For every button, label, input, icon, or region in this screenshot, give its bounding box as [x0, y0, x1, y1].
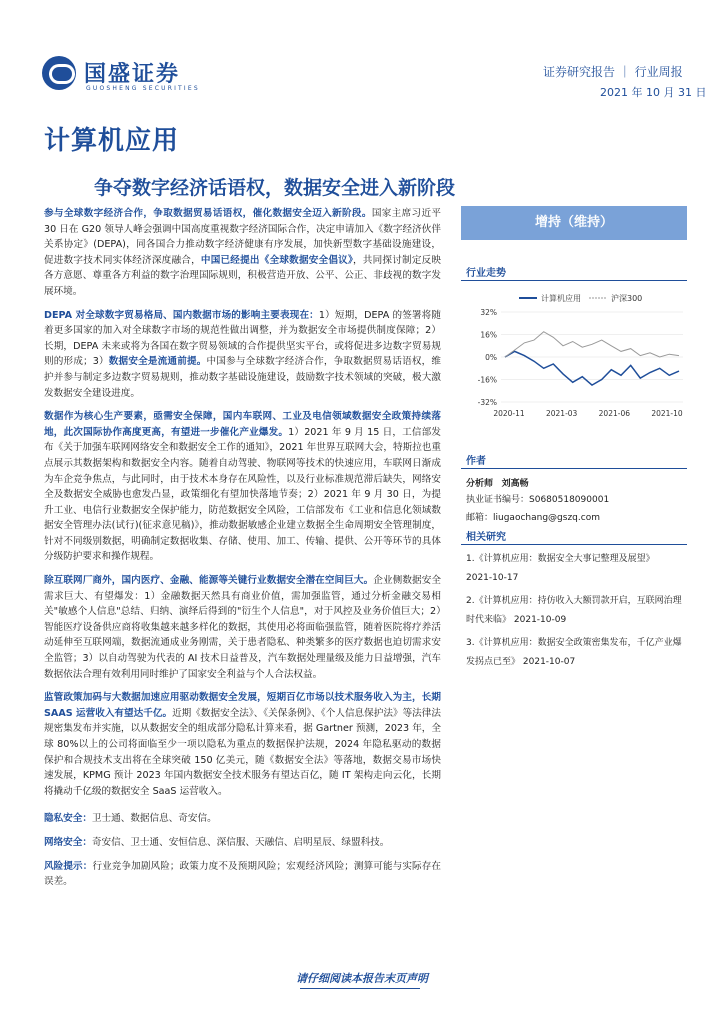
para-body: 1）2021 年 9 月 15 日，工信部发布《关于加强车联网网络安全和数据安全工作的通知》，2021 年世界互联网大会，特斯拉也重点展示其数据架构和数据安全内容。随着自动驾驶、物联网等技术的快速应用，车联网日渐成为车企竞争焦点，与此同时，由于技术本身存在风险性，以及行业标准规范滞后缺失，网络安全及数据安全威胁也愈发凸显，政策细化有望加快落地节奏；2）2021 年 9 月 30 日，为提升工业、电信行业数据安全保护能力，防范数据安全风险，工信部发布《工业和信息化领域数据安全管理办法(试行)(征求意见稿)》，推动数据敏感企业建立数据全生命周期安全管理制度，针对不同级别数据，明确制定数据收集、存储、使用、加工、传输、提供、公开等环节的具体分级防护要求和操作规程。 [44, 426, 441, 563]
related-date: 2021-10-17 [466, 573, 519, 583]
analyst-section-title: 作者 [466, 456, 486, 467]
legend-label-1: 沪深300 [611, 294, 643, 303]
chart-legend [519, 293, 642, 303]
series-line-0 [505, 351, 679, 385]
related-list [466, 550, 686, 672]
x-tick-label: 2021-06 [598, 409, 631, 418]
para-body: 近期《数据安全法》、《关保条例》、《个人信息保护法》等法律法规密集发布并实施，以从数据安全的组成部分隐私计算来看，据 Gartner 预测，2023 年，全球 80%以上的公司将面临至少一项以隐私为重点的数据保护法规，2024 年隐私驱动的数据保护和合规技术支出将在全球突破 150 亿美元，随《数据安全法》等落地，数据交易市场快速发展，KPMG 预计 2023 年国内数据安全技术服务有望达百亿，随 IT 架构走向云化，长期将撬动千亿级的数据安全 SaaS 运营收入。 [44, 707, 441, 797]
y-tick-label: 32% [480, 308, 497, 317]
paragraph-2 [44, 308, 441, 402]
x-tick-label: 2021-03 [545, 409, 578, 418]
footer-disclaimer: 请仔细阅读本报告末页声明 [296, 972, 428, 985]
sector-title: 计算机应用 [44, 126, 180, 156]
report-type: 证券研究报告 ｜ 行业周报 [543, 65, 683, 79]
cert-number: S0680518090001 [529, 495, 610, 505]
related-text: 2.《计算机应用：持仿收入大额罚款开启，互联网治理时代来临》 [466, 596, 682, 625]
main-body [44, 206, 441, 898]
rec-value: 奇安信、卫士通、安恒信息、深信服、天融信、启明星辰、绿盟科技。 [91, 836, 390, 848]
recommendation-network [44, 835, 441, 851]
paragraph-3 [44, 409, 441, 565]
recommendation-privacy [44, 811, 441, 827]
para-lead: 数据安全是流通前提。 [108, 356, 207, 368]
paragraph-5 [44, 690, 441, 799]
related-item[interactable] [466, 550, 686, 588]
analyst-label: 分析师 [466, 479, 494, 489]
related-text: 3.《计算机应用：数据安全政策密集发布，千亿产业爆发拐点已至》 [466, 638, 682, 667]
cert-line [466, 492, 609, 505]
paragraph-4 [44, 573, 441, 682]
para-lead: 数据作为核心生产要素，亟需安全保障，国内车联网、工业及电信领域数据安全政策持续落地，此次国际协作高度更高，有望进一步催化产业爆发。 [44, 411, 441, 438]
rec-label: 风险提示： [44, 860, 93, 872]
legend-label-0: 计算机应用 [541, 294, 581, 303]
email-label: 邮箱： [466, 513, 494, 523]
analyst-name: 刘高畅 [501, 479, 529, 489]
trend-title: 行业走势 [466, 268, 506, 279]
related-text: 1.《计算机应用：数据安全大事记整理及展望》 [466, 554, 655, 564]
x-tick-label: 2021-10 [651, 409, 683, 418]
para-lead: 中国已经提出《全球数据安全倡议》 [200, 254, 353, 266]
rec-label: 隐私安全： [44, 813, 92, 825]
report-date: 2021 年 10 月 31 日 [600, 86, 707, 99]
logo-icon [42, 56, 76, 90]
related-item[interactable] [466, 592, 686, 630]
rating-badge [461, 206, 687, 240]
para-lead: DEPA 对全球数字贸易格局、国内数据市场的影响主要表现在： [44, 309, 319, 321]
divider [461, 280, 687, 281]
paragraph-1 [44, 206, 441, 300]
para-lead: 除互联网厂商外，国内医疗、金融、能源等关键行业数据安全潜在空间巨大。 [44, 575, 374, 587]
rec-value: 行业竞争加剧风险；政策力度不及预期风险；宏观经济风险；测算可能与实际存在误差。 [44, 860, 442, 888]
para-body: 国家主席习近平 30 日在 G20 领导人峰会强调中国高度重视数字经济国际合作，决定申请加入《数字经济伙伴关系协定》(DEPA)，同各国合力推动数字经济健康有序发展，加快新型数字基础设施建设，促进数字技术同实体经济深度融合， [44, 208, 442, 266]
report-headline: 争夺数字经济话语权，数据安全进入新阶段 [94, 177, 456, 199]
email-line [466, 510, 600, 523]
risk-warning [44, 859, 441, 890]
x-tick-label: 2020-11 [493, 409, 525, 418]
trend-chart [461, 290, 687, 425]
y-tick-label: 16% [480, 330, 497, 340]
logo-subtext: GUOSHENG SECURITIES [86, 85, 200, 92]
para-body: ，共同探讨制定反映各方意愿、尊重各方利益的数字治理国际规则，积极营造开放、公平、公正、非歧视的数字发展环境。 [44, 254, 442, 297]
related-date: 2021-10-09 [513, 615, 567, 625]
divider [461, 544, 687, 545]
series-line-1 [505, 332, 679, 357]
related-title: 相关研究 [466, 532, 506, 543]
analyst-email[interactable]: liugaochang@gszq.com [493, 513, 600, 523]
related-date: 2021-10-07 [522, 657, 576, 667]
related-item[interactable] [466, 634, 686, 672]
logo-text: 国盛证券 [84, 62, 181, 87]
para-lead: 参与全球数字经济合作，争取数据贸易话语权，催化数据安全迈入新阶段。 [44, 208, 372, 219]
divider [461, 468, 687, 469]
y-tick-label: -32% [477, 398, 497, 407]
rec-value: 卫士通、数据信息、奇安信。 [91, 813, 217, 825]
analyst-line [466, 476, 529, 489]
rating-text: 增持（维持） [534, 215, 613, 230]
para-body: 企业侧数据安全需求巨大、有望爆发：1）金融数据天然具有商业价值，需加强监管，通过分析金融交易相关"敏感个人信息"总结、归纳、演绎后得到的"衍生个人信息"，对于风控及业务价值巨大；2）智能医疗设备供应商将收集越来越多样化的数据，其使用必将面临强监管，随着医院将疗养活动延伸至互联网端，数据流通成业务刚需，关于患者隐私、种类繁多的医疗数据也迫切需求安全监管；3）以自动驾驶为代表的 AI 技术日益普及，汽车数据处理量级及能力日益增强，汽车数据依法合理有效利用同时维护了国家安全利益与个人合法权益。 [44, 575, 442, 680]
y-tick-label: -16% [477, 375, 497, 385]
para-body: 中国参与全球数字经济合作，争取数据贸易话语权，维护并参与制定多边数字贸易规则，推动数字基础设施建设，鼓励数字技术领域的突破，极大激发数据安全建设进度。 [44, 356, 442, 399]
y-tick-label: 0% [485, 353, 497, 362]
para-lead: 监管政策加码与大数据加速应用驱动数据安全发展，短期百亿市场以技术服务收入为主，长期 SAAS 运营收入有望达千亿。 [44, 692, 441, 719]
para-body: 1）短期，DEPA 的签署将随着更多国家的加入对全球数字市场的规范性做出调整，并为数据安全市场提供制度保障；2）长期，DEPA 未来或将为各国在数字贸易领域的合作提供坚实平台，或将促进多边数字贸易规则的形成；3） [44, 309, 441, 368]
rec-label: 网络安全： [44, 836, 92, 848]
footer-rule [300, 988, 420, 989]
cert-label: 执业证书编号： [466, 495, 530, 505]
